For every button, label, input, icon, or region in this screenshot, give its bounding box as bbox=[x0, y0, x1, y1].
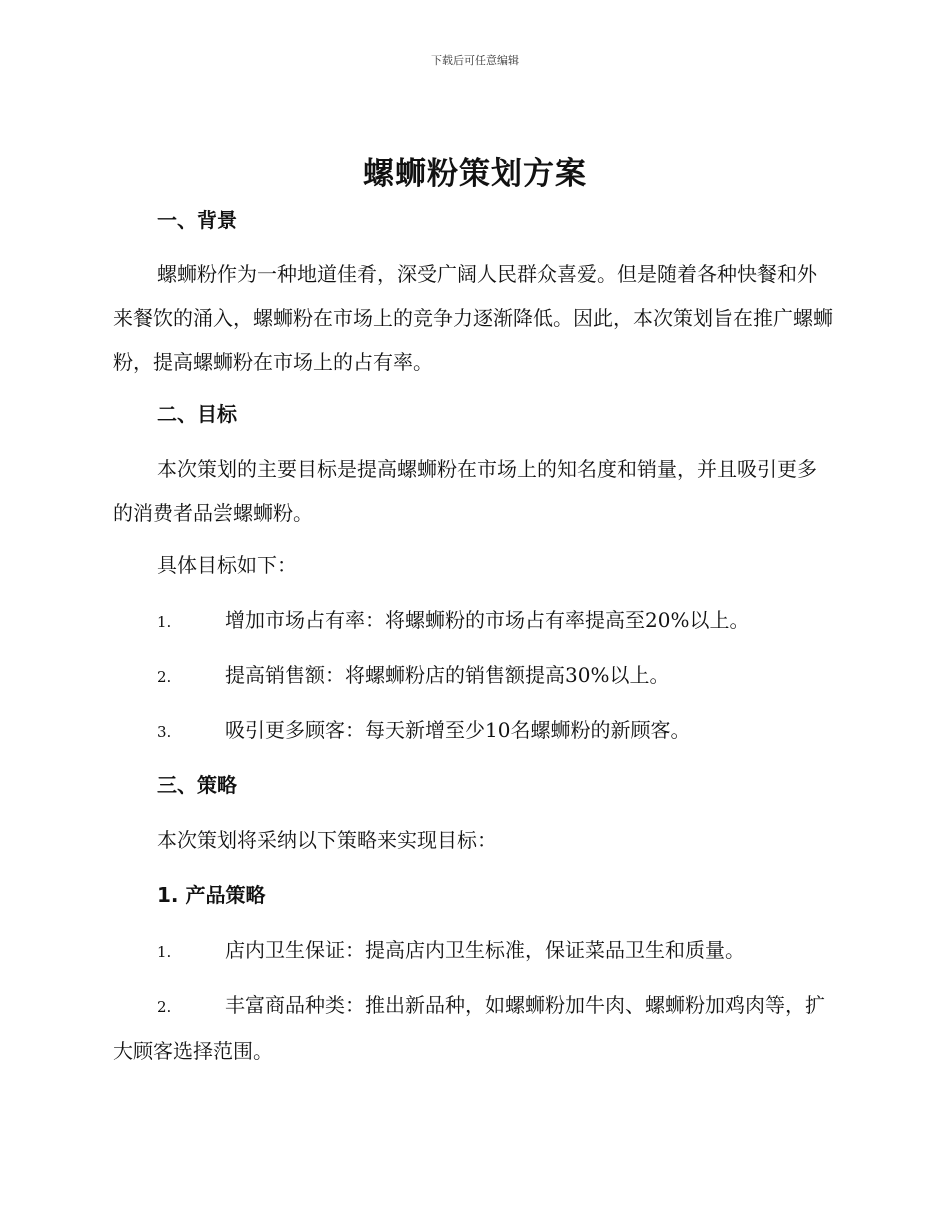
goal-item-text: 吸引更多顾客：每天新增至少10名螺蛳粉的新顾客。 bbox=[225, 718, 691, 742]
goal-item-text: 增加市场占有率：将螺蛳粉的市场占有率提高至20%以上。 bbox=[225, 608, 750, 632]
document-title: 螺蛳粉策划方案 bbox=[363, 156, 587, 192]
section-heading-background: 一、背景 bbox=[157, 208, 237, 232]
strategy-item-number: 1. bbox=[157, 943, 172, 961]
strategy-item-text: 丰富商品种类：推出新品种，如螺蛳粉加牛肉、螺蛳粉加鸡肉等，扩大顾客选择范围。 bbox=[113, 993, 825, 1063]
goal-item bbox=[157, 606, 837, 636]
goal-item-number: 2. bbox=[157, 668, 172, 686]
strategy-item bbox=[113, 983, 833, 1073]
background-paragraph: 螺蛳粉作为一种地道佳肴，深受广阔人民群众喜爱。但是随着各种快餐和外来餐饮的涌入，螺蛳粉在市场上的竞争力逐渐降低。因此，本次策划旨在推广螺蛳粉，提高螺蛳粉在市场上的占有率。 bbox=[113, 262, 833, 374]
section-heading-strategy: 三、策略 bbox=[157, 773, 237, 797]
goal-item bbox=[157, 661, 837, 691]
strategy-item-number: 2. bbox=[157, 998, 172, 1016]
goals-intro: 具体目标如下： bbox=[157, 553, 297, 577]
product-strategy-heading: 1. 产品策略 bbox=[157, 883, 266, 907]
strategy-item-text: 店内卫生保证：提高店内卫生标准，保证菜品卫生和质量。 bbox=[225, 938, 745, 962]
goal-item-text: 提高销售额：将螺蛳粉店的销售额提高30%以上。 bbox=[225, 663, 670, 687]
strategy-intro: 本次策划将采纳以下策略来实现目标： bbox=[157, 828, 497, 852]
strategy-item bbox=[157, 936, 837, 966]
goals-paragraph: 本次策划的主要目标是提高螺蛳粉在市场上的知名度和销量，并且吸引更多的消费者品尝螺蛳粉。 bbox=[113, 457, 817, 525]
goal-item bbox=[157, 716, 837, 746]
section-heading-goals: 二、目标 bbox=[157, 402, 237, 426]
page-header: 下载后可任意编辑 bbox=[431, 54, 519, 67]
goal-item-number: 1. bbox=[157, 613, 172, 631]
goal-item-number: 3. bbox=[157, 723, 172, 741]
